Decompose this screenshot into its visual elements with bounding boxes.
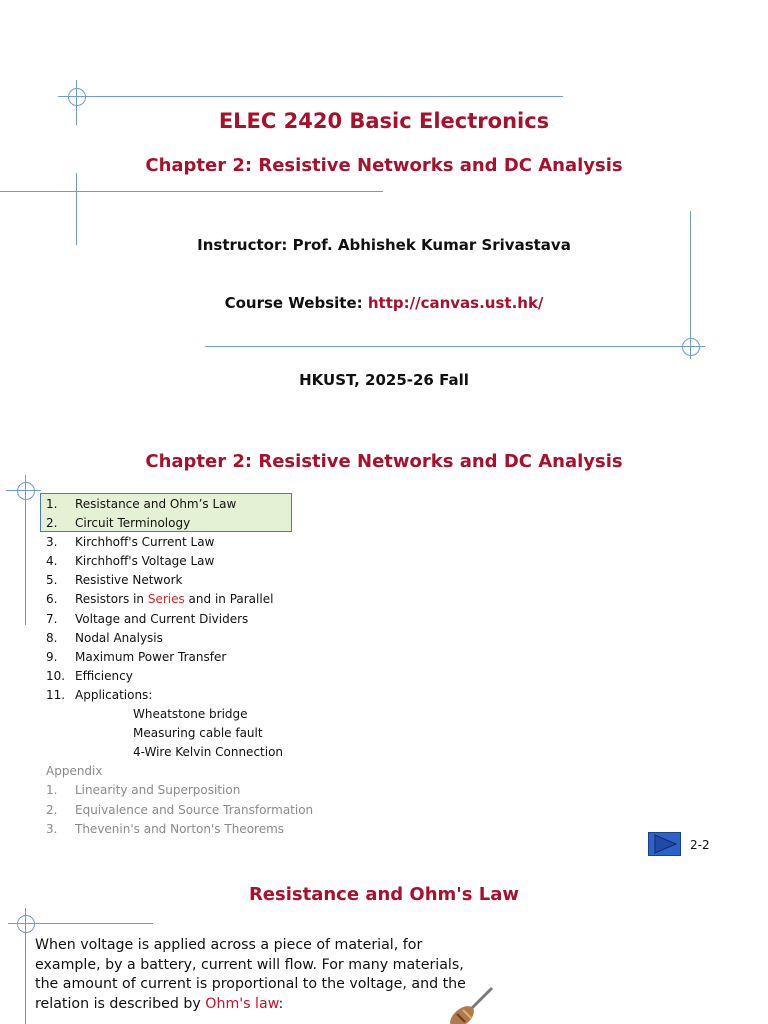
page-number: 2-2 xyxy=(690,838,710,852)
decor-circle xyxy=(17,482,35,500)
appendix-item[interactable]: 3. Thevenin's and Norton's Theorems xyxy=(46,821,285,836)
resistor-image xyxy=(440,984,500,1024)
series-keyword: Series xyxy=(147,592,185,607)
toc-item[interactable]: 7. Voltage and Current Dividers xyxy=(46,611,249,626)
toc-sub-item[interactable]: 4-Wire Kelvin Connection xyxy=(133,745,284,760)
section-title: Resistance and Ohm's Law xyxy=(248,884,520,905)
toc-item[interactable]: 1. Resistance and Ohm’s Law xyxy=(46,497,237,511)
appendix-label: Appendix xyxy=(46,764,103,779)
chapter-title: Chapter 2: Resistive Networks and DC Analysis xyxy=(145,155,623,176)
toc-item[interactable]: 9. Maximum Power Transfer xyxy=(46,649,227,664)
toc-sub-item[interactable]: Measuring cable fault xyxy=(133,726,263,741)
toc-item[interactable]: 2. Circuit Terminology xyxy=(46,516,191,531)
decor-line xyxy=(58,96,563,97)
decor-circle xyxy=(17,915,35,933)
website-label: Course Website: xyxy=(224,294,368,312)
toc-sub-item[interactable]: Wheatstone bridge xyxy=(133,707,248,722)
appendix-item[interactable]: 2. Equivalence and Source Transformation xyxy=(46,802,314,817)
website-link[interactable]: http://canvas.ust.hk/ xyxy=(367,294,544,312)
decor-line xyxy=(205,346,705,347)
next-slide-button[interactable] xyxy=(648,832,681,856)
toc-title: Chapter 2: Resistive Networks and DC Analysis xyxy=(145,451,623,472)
toc-item[interactable]: 10. Efficiency xyxy=(46,668,133,683)
toc-list xyxy=(46,495,313,839)
decor-line xyxy=(0,191,383,192)
term-line: HKUST, 2025-26 Fall xyxy=(299,371,469,389)
toc-item[interactable]: 6. Resistors in Series and in Parallel xyxy=(46,592,274,607)
decor-line xyxy=(76,173,77,245)
toc-item[interactable]: 4. Kirchhoff's Voltage Law xyxy=(46,554,215,569)
toc-item[interactable]: 5. Resistive Network xyxy=(46,573,183,588)
course-website-line xyxy=(0,294,768,312)
appendix-item[interactable]: 1. Linearity and Superposition xyxy=(46,783,241,798)
toc-item[interactable]: 11. Applications: xyxy=(46,687,153,702)
decor-line xyxy=(690,211,691,359)
play-arrow-icon xyxy=(649,833,680,855)
course-title: ELEC 2420 Basic Electronics xyxy=(218,109,550,133)
toc-item[interactable]: 3. Kirchhoff's Current Law xyxy=(46,535,215,550)
decor-circle xyxy=(68,88,86,106)
decor-circle xyxy=(682,338,700,356)
instructor-line: Instructor: Prof. Abhishek Kumar Srivastava xyxy=(197,236,571,254)
ohms-law-paragraph: When voltage is applied across a piece of material, for example, by a battery, current will flow. For many materials, the amount of current is proportional to the voltage, and the relation is described by Ohm's law: xyxy=(35,937,466,1012)
ohms-law-link[interactable]: Ohm's law xyxy=(205,995,279,1012)
toc-item[interactable]: 8. Nodal Analysis xyxy=(46,630,163,645)
